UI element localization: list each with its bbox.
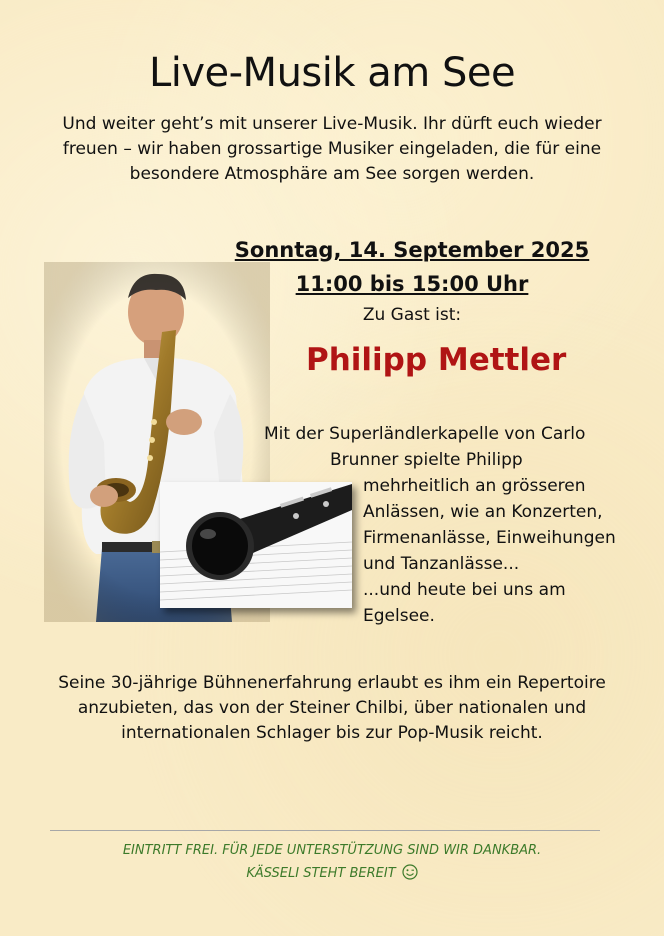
footer-donation-text: KÄSSELI STEHT BEREIT (246, 866, 396, 881)
bio-line: Mit der Superländlerkapelle von Carlo (264, 424, 586, 444)
footer-donation-note (0, 864, 664, 881)
bio-line: ...und heute bei uns am (363, 580, 566, 600)
bio-line: Firmenanlässe, Einweihungen (363, 528, 616, 548)
intro-text: Und weiter geht’s mit unserer Live-Musik. Ihr dürft euch wieder freuen – wir haben grossartige Musiker eingeladen, die für eine besondere Atmosphäre am See sorgen werden. (62, 114, 602, 184)
bio-line: Brunner spielte Philipp (330, 450, 523, 470)
bio-line: mehrheitlich an grösseren (363, 476, 586, 496)
bio-line: Egelsee. (363, 606, 435, 626)
footer-entry-note: EINTRITT FREI. FÜR JEDE UNTERSTÜTZUNG SIND WIR DANKBAR. (122, 843, 542, 858)
wink-smiley-icon (402, 864, 418, 880)
event-date: Sonntag, 14. September 2025 (234, 238, 590, 262)
event-time: 11:00 bis 15:00 Uhr (295, 272, 529, 296)
bio-line: und Tanzanlässe... (363, 554, 520, 574)
experience-text: Seine 30-jährige Bühnenerfahrung erlaubt es ihm ein Repertoire anzubieten, das von der Steiner Chilbi, über nationalen und internationalen Schlager bis zur Pop-Musik reicht. (58, 673, 606, 743)
poster-title: Live-Musik am See (148, 50, 516, 96)
bio-line: Anlässen, wie an Konzerten, (363, 502, 603, 522)
footer-divider (50, 830, 600, 831)
clarinet-photo (160, 482, 352, 608)
guest-label: Zu Gast ist: (362, 305, 462, 325)
artist-name: Philipp Mettler (306, 342, 567, 378)
